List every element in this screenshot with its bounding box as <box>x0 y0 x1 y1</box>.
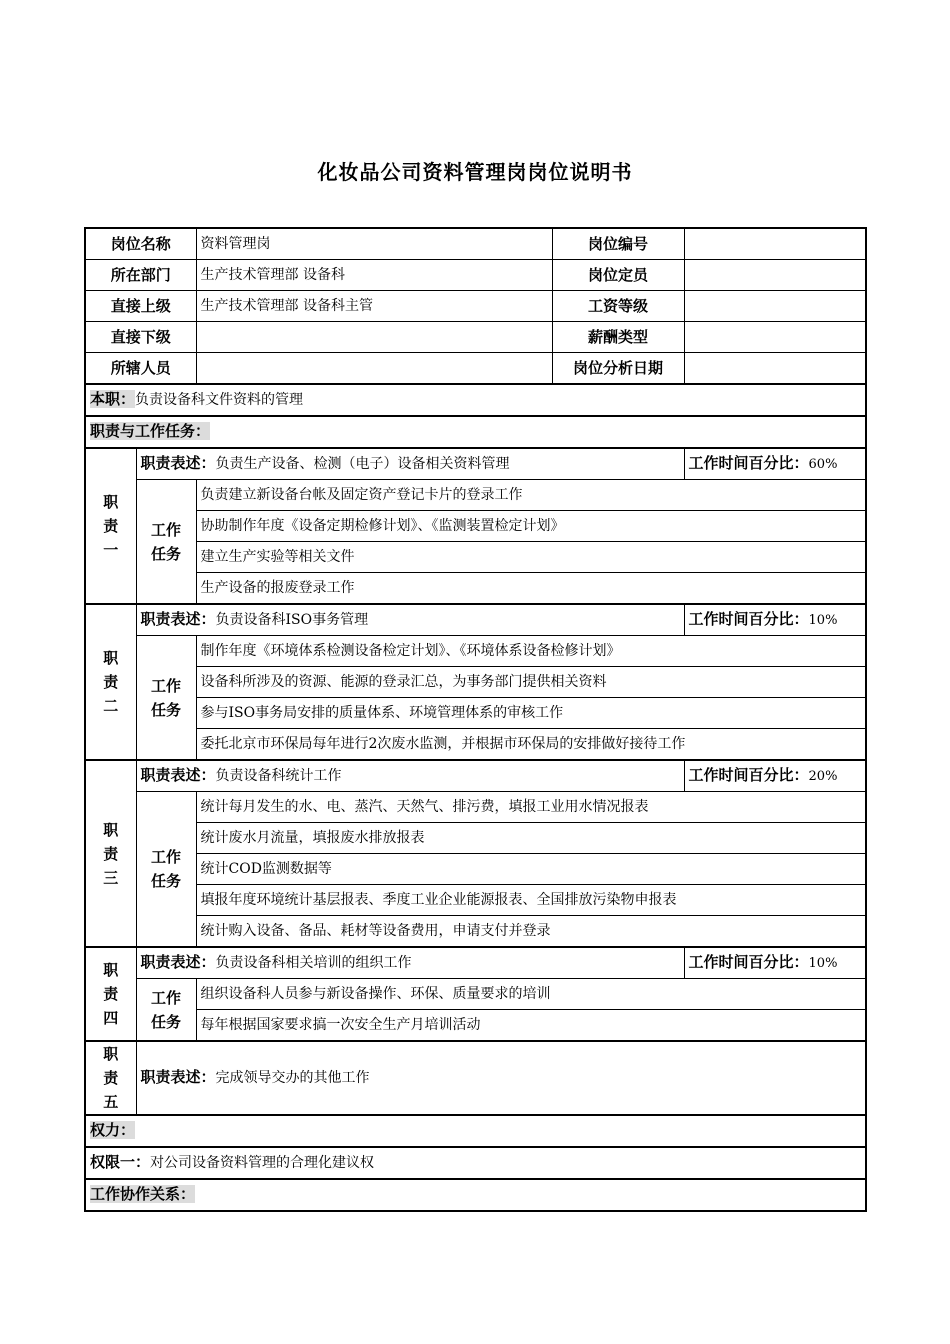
duty-1-percent: 工作时间百分比：60% <box>684 448 866 480</box>
duty-5-label: 职 责 五 <box>85 1041 136 1115</box>
duties-header-row <box>85 416 866 448</box>
duty-3-task: 统计每月发生的水、电、蒸汽、天然气、排污费，填报工业用水情况报表 <box>196 792 866 823</box>
duty-4-task: 每年根据国家要求搞一次安全生产月培训活动 <box>196 1010 866 1042</box>
authority-row <box>85 1147 866 1179</box>
duty-2-task: 委托北京市环保局每年进行2次废水监测，并根据市环保局的安排做好接待工作 <box>196 729 866 761</box>
duty-4-percent: 工作时间百分比：10% <box>684 947 866 979</box>
power-row <box>85 1115 866 1147</box>
position-code-label: 岗位编号 <box>552 228 684 260</box>
page-title: 化妆品公司资料管理岗岗位说明书 <box>317 160 633 184</box>
superior-value: 生产技术管理部 设备科主管 <box>196 291 552 322</box>
main-duty-text: 负责设备科文件资料的管理 <box>135 392 304 408</box>
subordinate-label: 直接下级 <box>85 322 196 353</box>
duty-3-desc: 职责表述：负责设备科统计工作 <box>136 760 684 792</box>
duty-1-task-label: 工作 任务 <box>136 480 196 605</box>
authority-label: 权限一： <box>90 1153 151 1171</box>
subordinate-value <box>196 322 552 353</box>
duty-2-desc: 职责表述：负责设备科ISO事务管理 <box>136 604 684 636</box>
department-value: 生产技术管理部 设备科 <box>196 260 552 291</box>
duty-1-desc: 职责表述：负责生产设备、检测（电子）设备相关资料管理 <box>136 448 684 480</box>
duty-5-desc: 职责表述：完成领导交办的其他工作 <box>136 1041 866 1115</box>
duty-3-task-label: 工作 任务 <box>136 792 196 948</box>
duties-header: 职责与工作任务： <box>90 422 211 440</box>
superior-label: 直接上级 <box>85 291 196 322</box>
duty-1-task: 负责建立新设备台帐及固定资产登记卡片的登录工作 <box>196 480 866 511</box>
duty-2-task: 参与ISO事务局安排的质量体系、环境管理体系的审核工作 <box>196 698 866 729</box>
pay-type-value <box>684 322 866 353</box>
staff-label: 所辖人员 <box>85 353 196 385</box>
duty-2-label: 职 责 二 <box>85 604 136 760</box>
duty-3-task: 统计COD监测数据等 <box>196 854 866 885</box>
main-duty-label: 本职： <box>90 390 136 408</box>
cooperation-row <box>85 1179 866 1211</box>
job-description-table <box>84 227 867 1212</box>
duty-4-label: 职 责 四 <box>85 947 136 1041</box>
duty-2-task: 设备科所涉及的资源、能源的登录汇总，为事务部门提供相关资料 <box>196 667 866 698</box>
pay-type-label: 薪酬类型 <box>552 322 684 353</box>
headcount-label: 岗位定员 <box>552 260 684 291</box>
salary-grade-value <box>684 291 866 322</box>
analysis-date-label: 岗位分析日期 <box>552 353 684 385</box>
duty-3-task: 统计废水月流量，填报废水排放报表 <box>196 823 866 854</box>
duty-2-percent: 工作时间百分比：10% <box>684 604 866 636</box>
position-code-value <box>684 228 866 260</box>
duty-3-task: 统计购入设备、备品、耗材等设备费用，申请支付并登录 <box>196 916 866 948</box>
cooperation-label: 工作协作关系： <box>90 1185 196 1203</box>
position-name-label: 岗位名称 <box>85 228 196 260</box>
duty-2-task: 制作年度《环境体系检测设备检定计划》、《环境体系设备检修计划》 <box>196 636 866 667</box>
duty-1-task: 生产设备的报废登录工作 <box>196 573 866 605</box>
duty-3-label: 职 责 三 <box>85 760 136 947</box>
headcount-value <box>684 260 866 291</box>
duty-4-task-label: 工作 任务 <box>136 979 196 1042</box>
power-label: 权力： <box>90 1121 136 1139</box>
department-label: 所在部门 <box>85 260 196 291</box>
duty-4-desc: 职责表述：负责设备科相关培训的组织工作 <box>136 947 684 979</box>
duty-1-task: 协助制作年度《设备定期检修计划》、《监测装置检定计划》 <box>196 511 866 542</box>
duty-4-task: 组织设备科人员参与新设备操作、环保、质量要求的培训 <box>196 979 866 1010</box>
main-duty-row <box>85 384 866 416</box>
staff-value <box>196 353 552 385</box>
duty-1-label: 职 责 一 <box>85 448 136 604</box>
duty-1-task: 建立生产实验等相关文件 <box>196 542 866 573</box>
analysis-date-value <box>684 353 866 385</box>
position-name-value: 资料管理岗 <box>196 228 552 260</box>
salary-grade-label: 工资等级 <box>552 291 684 322</box>
authority-text: 对公司设备资料管理的合理化建议权 <box>150 1155 375 1171</box>
duty-2-task-label: 工作 任务 <box>136 636 196 761</box>
duty-3-percent: 工作时间百分比：20% <box>684 760 866 792</box>
duty-3-task: 填报年度环境统计基层报表、季度工业企业能源报表、全国排放污染物申报表 <box>196 885 866 916</box>
